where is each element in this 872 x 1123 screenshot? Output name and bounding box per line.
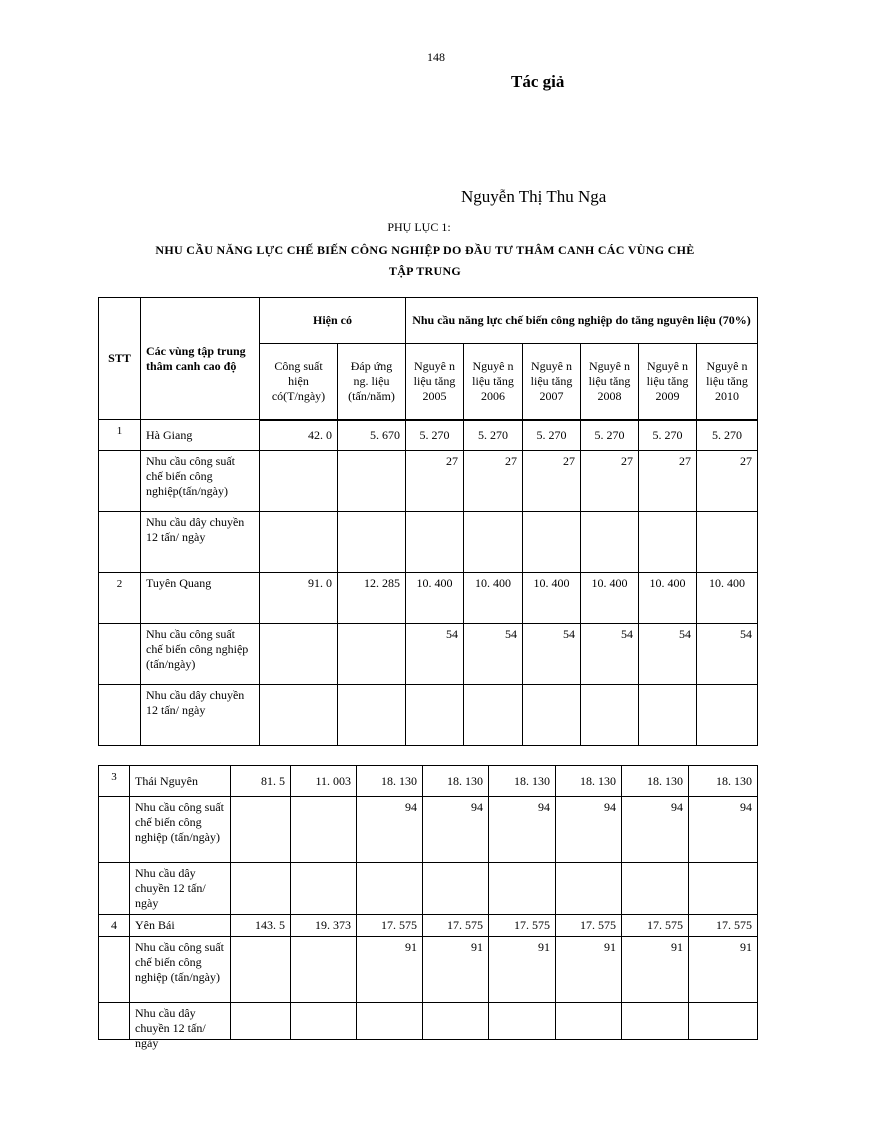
stt-cell: 2	[99, 573, 141, 624]
demand-cell: 91	[357, 937, 423, 1003]
header-year-2008: Nguyê n liệu tăng 2008	[581, 344, 639, 420]
header-year-2010: Nguyê n liệu tăng 2010	[697, 344, 758, 420]
year-cell: 17. 575	[357, 915, 423, 937]
demand-table-part-2	[98, 765, 758, 1050]
header-year-2005: Nguyê n liệu tăng 2005	[406, 344, 464, 420]
header-supply: Đáp ứng ng. liệu (tấn/năm)	[338, 344, 406, 420]
year-cell: 18. 130	[357, 766, 423, 797]
year-cell: 18. 130	[489, 766, 556, 797]
capacity-cell: 81. 5	[231, 766, 291, 797]
year-cell: 10. 400	[581, 573, 639, 624]
stt-cell: 3	[99, 766, 130, 797]
sub-label-capacity: Nhu cầu công suất chế biến công nghiệp (tấn/ngày)	[130, 797, 231, 863]
demand-cell: 54	[523, 624, 581, 685]
appendix-title-line2: TẬP TRUNG	[388, 264, 462, 278]
year-cell: 10. 400	[523, 573, 581, 624]
appendix-title	[110, 240, 740, 282]
demand-cell: 91	[622, 937, 689, 1003]
supply-cell: 5. 670	[338, 420, 406, 451]
appendix-label: PHỤ LỤC 1:	[387, 220, 451, 234]
table-row	[99, 512, 758, 573]
stt-cell: 4	[99, 915, 130, 937]
sub-label-line: Nhu cầu dây chuyền 12 tấn/ ngày	[130, 863, 231, 915]
year-cell: 17. 575	[556, 915, 622, 937]
demand-cell: 54	[464, 624, 523, 685]
year-cell: 5. 270	[464, 420, 523, 451]
demand-cell: 27	[581, 451, 639, 512]
table-row	[99, 915, 758, 937]
header-year-2006: Nguyê n liệu tăng 2006	[464, 344, 523, 420]
demand-cell: 27	[639, 451, 697, 512]
table-row	[99, 624, 758, 685]
demand-cell: 94	[357, 797, 423, 863]
year-cell: 18. 130	[689, 766, 758, 797]
demand-cell: 27	[697, 451, 758, 512]
stt-cell: 1	[99, 420, 141, 451]
year-cell: 17. 575	[622, 915, 689, 937]
capacity-cell: 143. 5	[231, 915, 291, 937]
sub-label-capacity: Nhu cầu công suất chế biến công nghiệp (tấn/ngày)	[141, 624, 260, 685]
table-row	[99, 863, 758, 915]
year-cell: 5. 270	[581, 420, 639, 451]
header-stt: STT	[99, 298, 141, 420]
header-year-2007: Nguyê n liệu tăng 2007	[523, 344, 581, 420]
region-name: Hà Giang	[141, 420, 260, 451]
table-row	[99, 797, 758, 863]
year-cell: 18. 130	[622, 766, 689, 797]
sub-label-line: Nhu cầu dây chuyền 12 tấn/ ngày	[130, 1003, 231, 1040]
year-cell: 10. 400	[406, 573, 464, 624]
region-name: Thái Nguyên	[130, 766, 231, 797]
table-row	[99, 937, 758, 1003]
year-cell: 18. 130	[423, 766, 489, 797]
year-cell: 5. 270	[697, 420, 758, 451]
year-cell: 17. 575	[423, 915, 489, 937]
year-cell: 18. 130	[556, 766, 622, 797]
demand-cell: 91	[556, 937, 622, 1003]
appendix-title-line1: NHU CẦU NĂNG LỰC CHẾ BIẾN CÔNG NGHIỆP DO ĐẦU TƯ THÂM CANH CÁC VÙNG CHÈ	[155, 243, 695, 257]
header-existing: Hiện có	[260, 298, 406, 344]
header-region: Các vùng tập trung thâm canh cao độ	[141, 298, 260, 420]
header-demand: Nhu cầu năng lực chế biến công nghiệp do tăng nguyên liệu (70%)	[406, 298, 758, 344]
region-name: Yên Bái	[130, 915, 231, 937]
demand-cell: 54	[639, 624, 697, 685]
demand-cell: 54	[697, 624, 758, 685]
author-heading: Tác giả	[511, 72, 565, 91]
region-name: Tuyên Quang	[141, 573, 260, 624]
year-cell: 10. 400	[697, 573, 758, 624]
sub-label-line: Nhu cầu dây chuyền 12 tấn/ ngày	[141, 685, 260, 746]
year-cell: 17. 575	[689, 915, 758, 937]
demand-cell: 94	[489, 797, 556, 863]
table-row	[99, 1003, 758, 1040]
demand-cell: 94	[556, 797, 622, 863]
demand-cell: 91	[423, 937, 489, 1003]
table-row	[99, 766, 758, 797]
demand-cell: 94	[689, 797, 758, 863]
demand-cell: 54	[406, 624, 464, 685]
table-row	[99, 573, 758, 624]
year-cell: 5. 270	[523, 420, 581, 451]
author-name: Nguyễn Thị Thu Nga	[461, 187, 607, 206]
year-cell: 5. 270	[639, 420, 697, 451]
demand-table-part-1	[98, 297, 758, 746]
demand-cell: 94	[622, 797, 689, 863]
sub-label-capacity: Nhu cầu công suất chế biến công nghiệp(tấn/ngày)	[141, 451, 260, 512]
page-number: 148	[427, 50, 445, 64]
supply-cell: 19. 373	[291, 915, 357, 937]
demand-cell: 27	[523, 451, 581, 512]
supply-cell: 11. 003	[291, 766, 357, 797]
demand-cell: 91	[689, 937, 758, 1003]
demand-cell: 27	[464, 451, 523, 512]
table-row	[99, 451, 758, 512]
demand-cell: 91	[489, 937, 556, 1003]
table-row	[99, 685, 758, 746]
capacity-cell: 91. 0	[260, 573, 338, 624]
year-cell: 10. 400	[464, 573, 523, 624]
demand-cell: 54	[581, 624, 639, 685]
capacity-cell: 42. 0	[260, 420, 338, 451]
sub-label-line: Nhu cầu dây chuyền 12 tấn/ ngày	[141, 512, 260, 573]
header-year-2009: Nguyê n liệu tăng 2009	[639, 344, 697, 420]
year-cell: 17. 575	[489, 915, 556, 937]
demand-cell: 94	[423, 797, 489, 863]
table-row	[99, 420, 758, 451]
demand-cell: 27	[406, 451, 464, 512]
header-capacity: Công suất hiện có(T/ngày)	[260, 344, 338, 420]
year-cell: 5. 270	[406, 420, 464, 451]
supply-cell: 12. 285	[338, 573, 406, 624]
year-cell: 10. 400	[639, 573, 697, 624]
sub-label-capacity: Nhu cầu công suất chế biến công nghiệp (tấn/ngày)	[130, 937, 231, 1003]
